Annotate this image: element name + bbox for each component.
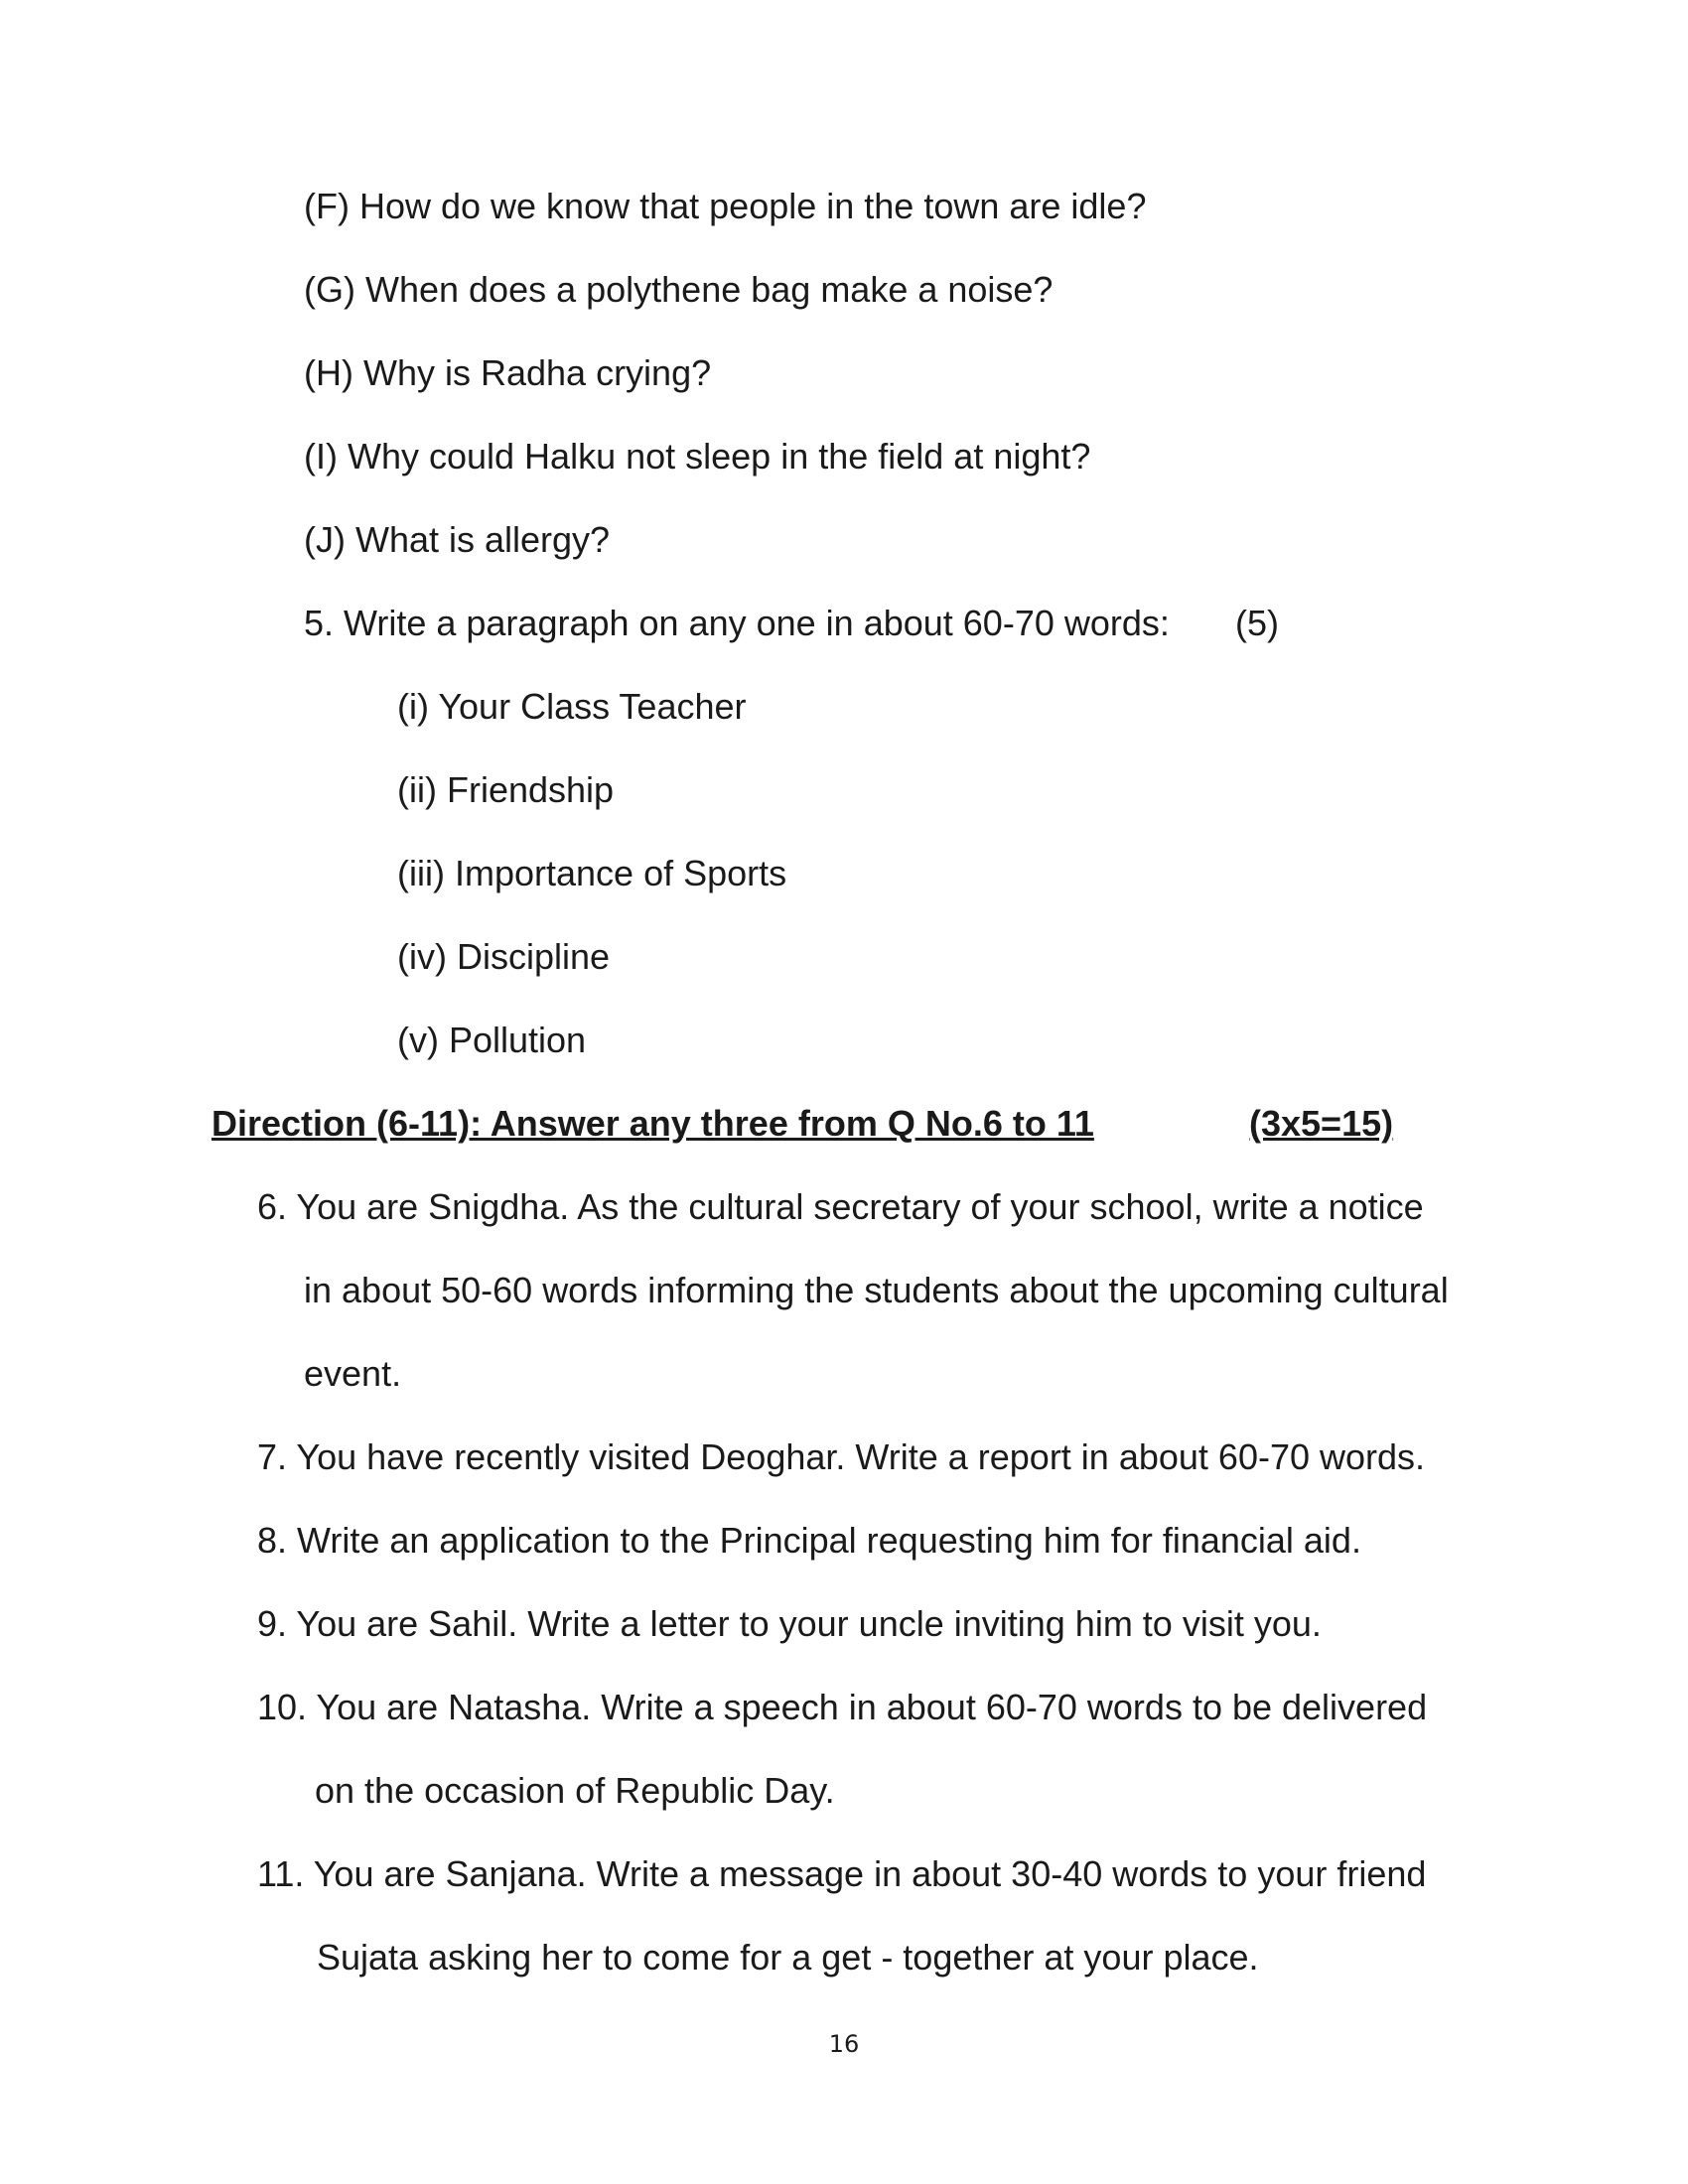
question-5-option: (v) Pollution bbox=[397, 1020, 587, 1060]
direction-marks: (3x5=15) bbox=[1249, 1103, 1394, 1144]
question-6-continued: event. bbox=[304, 1353, 402, 1394]
question-6: 6. You are Snigdha. As the cultural secretary of your school, write a notice bbox=[257, 1186, 1424, 1227]
question-7: 7. You have recently visited Deoghar. Write a report in about 60-70 words. bbox=[257, 1436, 1426, 1477]
question-10: 10. You are Natasha. Write a speech in about 60-70 words to be delivered bbox=[257, 1687, 1428, 1727]
question-6-continued: in about 50-60 words informing the students about the upcoming cultural bbox=[304, 1270, 1449, 1310]
question-11: 11. You are Sanjana. Write a message in about 30-40 words to your friend bbox=[257, 1853, 1427, 1894]
question-5-option: (iv) Discipline bbox=[397, 936, 611, 977]
question-5-option: (iii) Importance of Sports bbox=[397, 853, 787, 893]
question-11-continued: Sujata asking her to come for a get - together at your place. bbox=[317, 1937, 1259, 1978]
question-5-option: (i) Your Class Teacher bbox=[397, 686, 747, 727]
question-8: 8. Write an application to the Principal requesting him for financial aid. bbox=[257, 1520, 1361, 1561]
question-9: 9. You are Sahil. Write a letter to your uncle inviting him to visit you. bbox=[257, 1603, 1322, 1644]
question-4h: (H) Why is Radha crying? bbox=[304, 352, 712, 393]
direction-heading: Direction (6-11): Answer any three from Q No.6 to 11 bbox=[211, 1103, 1094, 1144]
question-4f: (F) How do we know that people in the town are idle? bbox=[304, 186, 1147, 226]
question-4i: (I) Why could Halku not sleep in the field at night? bbox=[304, 436, 1091, 477]
question-5-option: (ii) Friendship bbox=[397, 769, 615, 810]
question-10-continued: on the occasion of Republic Day. bbox=[315, 1770, 835, 1811]
question-5: 5. Write a paragraph on any one in about 60-70 words: bbox=[304, 603, 1170, 643]
question-5-marks: (5) bbox=[1235, 603, 1279, 643]
question-4g: (G) When does a polythene bag make a noise? bbox=[304, 269, 1054, 310]
page-number: 16 bbox=[828, 2030, 860, 2058]
question-4j: (J) What is allergy? bbox=[304, 519, 611, 560]
